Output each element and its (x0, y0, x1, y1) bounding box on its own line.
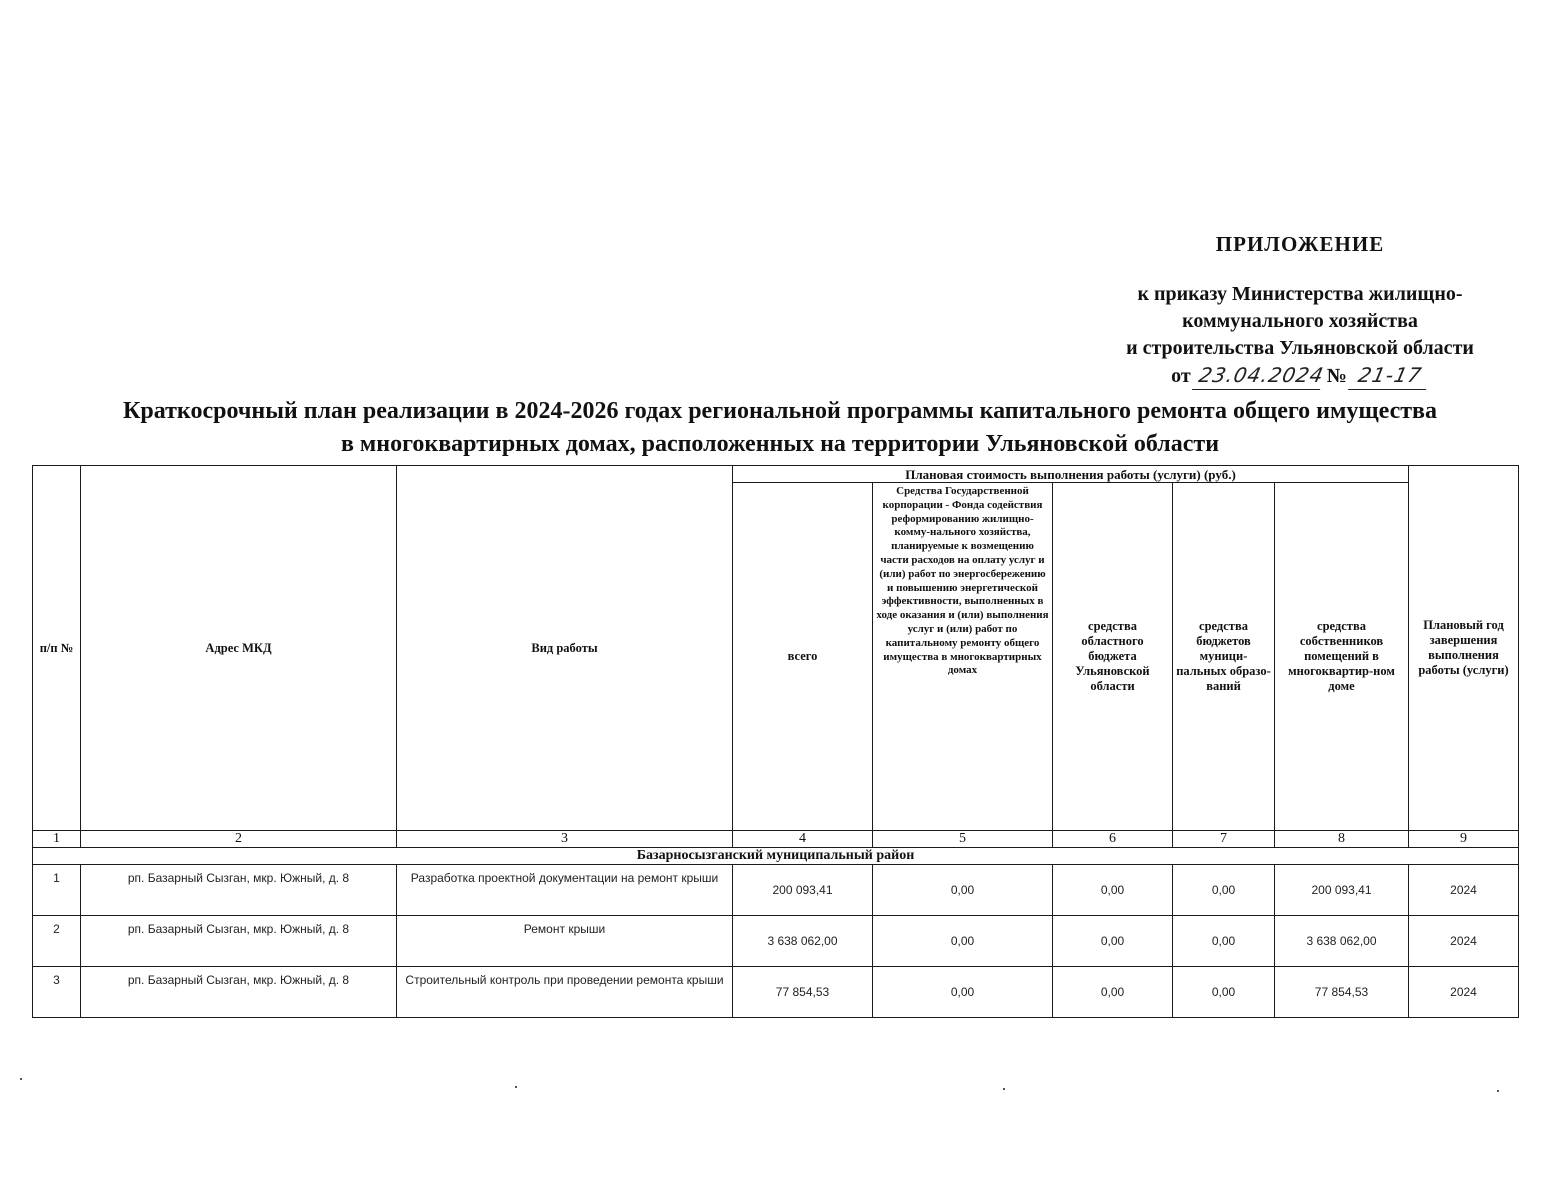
number-sign: № (1326, 365, 1347, 387)
column-number: 4 (733, 831, 873, 848)
table-row (33, 967, 1519, 1018)
header-municipal-budget: средства бюджетов муници-пальных образо-ваний (1173, 483, 1275, 831)
row-fund-means: 0,00 (873, 967, 1053, 1018)
region-name: Базарносызганский муниципальный район (33, 848, 1519, 865)
appendix-line-1: к приказу Министерства жилищно- (1137, 283, 1463, 305)
header-owners-means: средства собственников помещений в многоквартир-ном доме (1275, 483, 1409, 831)
row-total: 200 093,41 (733, 865, 873, 916)
document-title-line-2: в многоквартирных домах, расположенных на территории Ульяновской области (340, 431, 1220, 457)
column-number: 2 (81, 831, 397, 848)
header-regional-budget: средства областного бюджета Ульяновской области (1053, 483, 1173, 831)
header-work-type: Вид работы (397, 466, 733, 831)
row-work-type: Ремонт крыши (397, 916, 733, 967)
row-number: 3 (33, 967, 81, 1018)
header-fund-means: Средства Государственной корпорации - Фонда содействия реформированию жилищно-комму-нального хозяйства, планируемые к возмещению части расходов на оплату услуг и (или) работ по энергосбережению и повышению энергетической эффективности, выполненных в ходе оказания и (или) выполнения услуг и (или) работ по капитальному ремонту общего имущества в многоквартирных домах (873, 483, 1053, 831)
column-number: 7 (1173, 831, 1275, 848)
from-label: от (1171, 365, 1191, 387)
region-row (33, 848, 1519, 865)
row-total: 3 638 062,00 (733, 916, 873, 967)
row-year: 2024 (1409, 865, 1519, 916)
row-municipal-budget: 0,00 (1173, 865, 1275, 916)
row-number: 2 (33, 916, 81, 967)
header-num: п/п № (33, 466, 81, 831)
appendix-heading: ПРИЛОЖЕНИЕ (1215, 232, 1385, 256)
header-completion-year: Плановый год завершения выполнения работы (услуги) (1409, 466, 1519, 831)
appendix-order-reference (1080, 281, 1520, 390)
appendix-line-3: и строительства Ульяновской области (1126, 337, 1474, 359)
row-municipal-budget: 0,00 (1173, 967, 1275, 1018)
handwritten-order-date: 23.04.2024 (1192, 362, 1326, 390)
scan-speck (20, 1078, 22, 1080)
row-number: 1 (33, 865, 81, 916)
appendix-block (1080, 232, 1520, 390)
column-number-row (33, 831, 1519, 848)
row-regional-budget: 0,00 (1053, 916, 1173, 967)
column-number: 3 (397, 831, 733, 848)
column-number: 8 (1275, 831, 1409, 848)
column-number: 1 (33, 831, 81, 848)
row-owners-means: 77 854,53 (1275, 967, 1409, 1018)
row-owners-means: 200 093,41 (1275, 865, 1409, 916)
header-total: всего (733, 483, 873, 831)
table-row (33, 916, 1519, 967)
scan-speck (515, 1086, 517, 1088)
row-fund-means: 0,00 (873, 865, 1053, 916)
table-row (33, 865, 1519, 916)
row-address: рп. Базарный Сызган, мкр. Южный, д. 8 (81, 967, 397, 1018)
row-regional-budget: 0,00 (1053, 967, 1173, 1018)
row-address: рп. Базарный Сызган, мкр. Южный, д. 8 (81, 916, 397, 967)
row-municipal-budget: 0,00 (1173, 916, 1275, 967)
document-title-line-1: Краткосрочный план реализации в 2024-2026 годах региональной программы капитального ремонта общего имущества (123, 398, 1437, 424)
column-number: 5 (873, 831, 1053, 848)
document-title (30, 395, 1530, 461)
row-fund-means: 0,00 (873, 916, 1053, 967)
row-work-type: Разработка проектной документации на ремонт крыши (397, 865, 733, 916)
order-date-number-line (1080, 362, 1520, 390)
column-number: 9 (1409, 831, 1519, 848)
scan-speck (1003, 1088, 1005, 1090)
row-owners-means: 3 638 062,00 (1275, 916, 1409, 967)
header-address: Адрес МКД (81, 466, 397, 831)
row-year: 2024 (1409, 916, 1519, 967)
header-cost-group: Плановая стоимость выполнения работы (услуги) (руб.) (733, 466, 1409, 483)
row-year: 2024 (1409, 967, 1519, 1018)
column-number: 6 (1053, 831, 1173, 848)
row-total: 77 854,53 (733, 967, 873, 1018)
row-regional-budget: 0,00 (1053, 865, 1173, 916)
appendix-line-2: коммунального хозяйства (1182, 310, 1418, 332)
header-row-group (33, 466, 1519, 483)
handwritten-order-number: 21-17 (1348, 362, 1432, 390)
scan-speck (1497, 1090, 1499, 1092)
row-work-type: Строительный контроль при проведении ремонта крыши (397, 967, 733, 1018)
capital-repair-plan-table (32, 465, 1519, 1018)
row-address: рп. Базарный Сызган, мкр. Южный, д. 8 (81, 865, 397, 916)
